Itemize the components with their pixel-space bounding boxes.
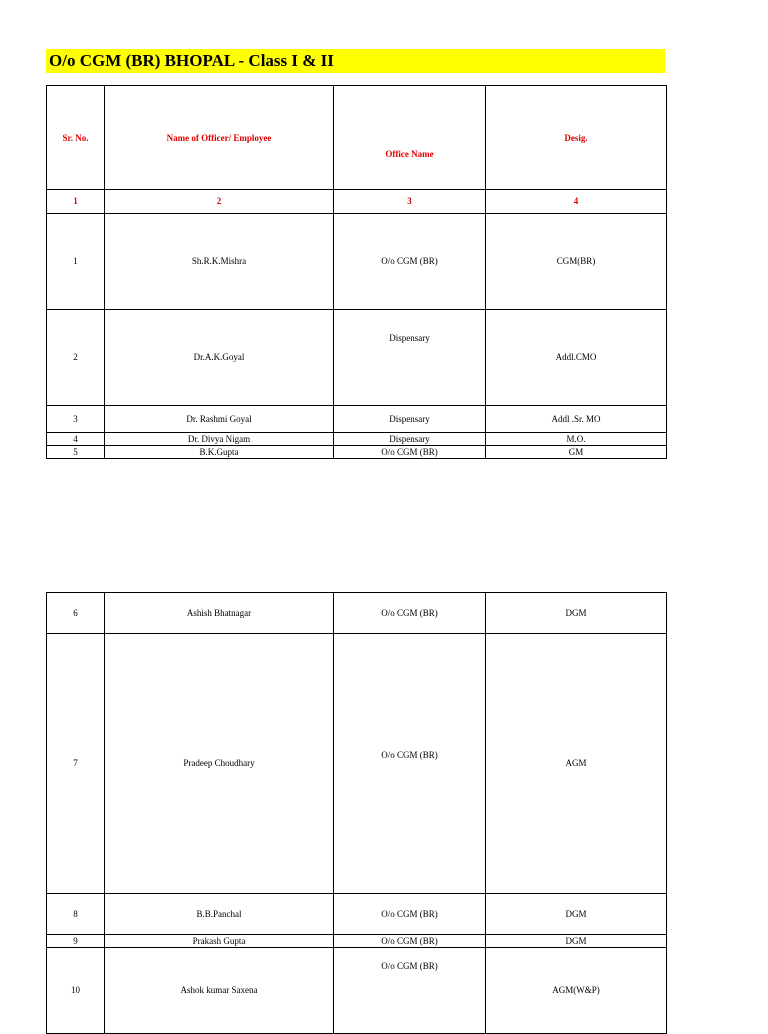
officer-table-part-2 [46,592,667,1034]
sr-cell: 7 [47,634,105,894]
officer-table-part-1 [46,85,667,459]
office-cell: O/o CGM (BR) [334,446,486,459]
table-row [47,634,667,894]
sr-cell: 1 [47,214,105,310]
sr-cell: 5 [47,446,105,459]
col-number-3: 3 [334,190,486,214]
office-cell: Dispensary [334,406,486,433]
office-cell: Dispensary [334,433,486,446]
name-cell: B.B.Panchal [105,894,334,935]
sr-cell: 2 [47,310,105,406]
col-number-2: 2 [105,190,334,214]
table-row [47,406,667,433]
table-row [47,433,667,446]
name-cell: Dr.A.K.Goyal [105,310,334,406]
table-row [47,446,667,459]
table-row [47,593,667,634]
office-cell: O/o CGM (BR) [334,948,486,1034]
header-sr-no: Sr. No. [47,86,105,190]
name-cell: B.K.Gupta [105,446,334,459]
desig-cell: CGM(BR) [486,214,667,310]
name-cell: Prakash Gupta [105,935,334,948]
sr-cell: 6 [47,593,105,634]
office-cell: Dispensary [334,310,486,406]
table-row [47,894,667,935]
desig-cell: GM [486,446,667,459]
desig-cell: M.O. [486,433,667,446]
desig-cell: DGM [486,894,667,935]
desig-cell: Addl .Sr. MO [486,406,667,433]
header-office: Office Name [334,86,486,190]
sr-cell: 4 [47,433,105,446]
office-cell: O/o CGM (BR) [334,634,486,894]
table-row [47,948,667,1034]
header-desig: Desig. [486,86,667,190]
desig-cell: DGM [486,593,667,634]
desig-cell: AGM [486,634,667,894]
desig-cell: DGM [486,935,667,948]
title-bar [46,49,665,73]
name-cell: Dr. Rashmi Goyal [105,406,334,433]
desig-cell: Addl.CMO [486,310,667,406]
office-cell: O/o CGM (BR) [334,214,486,310]
name-cell: Ashish Bhatnagar [105,593,334,634]
name-cell: Sh.R.K.Mishra [105,214,334,310]
col-number-1: 1 [47,190,105,214]
header-name: Name of Officer/ Employee [105,86,334,190]
page-title: O/o CGM (BR) BHOPAL - Class I & II [49,51,334,70]
desig-cell: AGM(W&P) [486,948,667,1034]
table-row [47,214,667,310]
sr-cell: 9 [47,935,105,948]
col-number-4: 4 [486,190,667,214]
table-row [47,935,667,948]
column-number-row [47,190,667,214]
sr-cell: 3 [47,406,105,433]
name-cell: Dr. Divya Nigam [105,433,334,446]
name-cell: Pradeep Choudhary [105,634,334,894]
office-cell: O/o CGM (BR) [334,894,486,935]
sr-cell: 8 [47,894,105,935]
sr-cell: 10 [47,948,105,1034]
office-cell: O/o CGM (BR) [334,593,486,634]
header-row [47,86,667,190]
table-row [47,310,667,406]
name-cell: Ashok kumar Saxena [105,948,334,1034]
office-cell: O/o CGM (BR) [334,935,486,948]
